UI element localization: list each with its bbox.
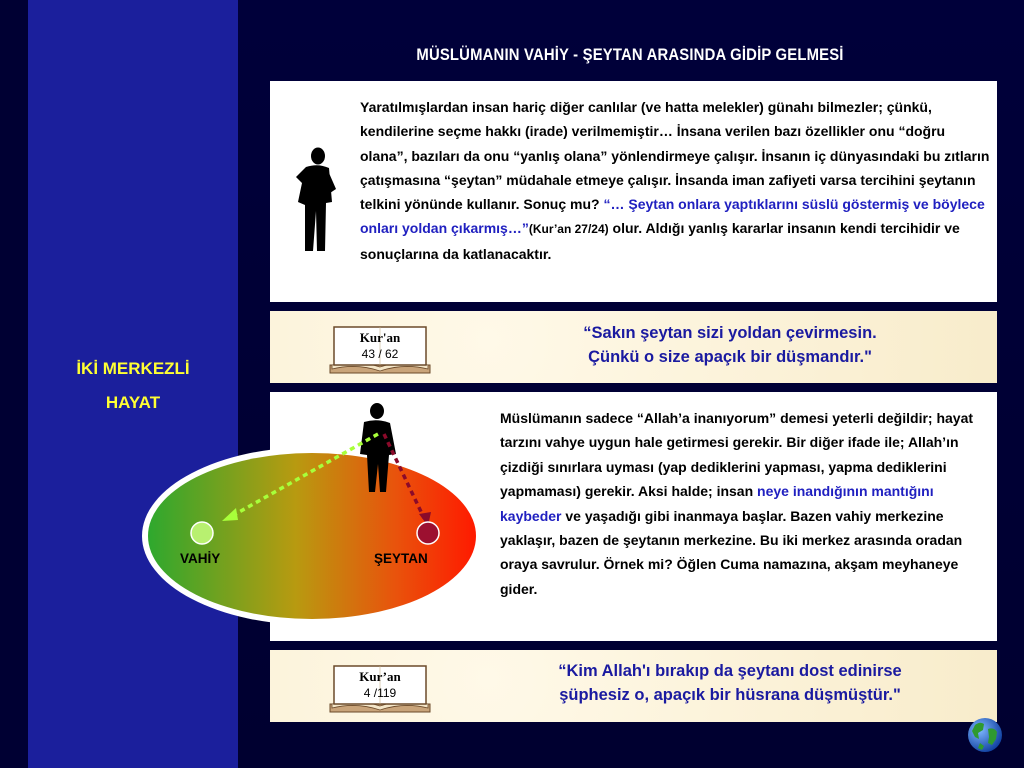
- book-name: Kur'an: [359, 330, 401, 345]
- quote-text-1: [480, 321, 980, 369]
- quote-panel-2: [270, 650, 997, 722]
- quote2-line2: şüphesiz o, apaçık bir hüsrana düşmüştür.": [559, 686, 901, 704]
- two-centers-text-part1: Müslümanın sadece “Allah’a inanıyorum” demesi yeterli değildir; hayat tarzını vahye uygun hale getirmesi gerekir. Bir diğer ifade ile; Allah’ın çizdiği sınırlara uyması (yap dediklerini yapması, yapma dediklerini yapmaması) gerekir. Aksi halde; insan: [500, 410, 974, 500]
- seytan-label: ŞEYTAN: [374, 551, 428, 566]
- book-icon: [328, 664, 432, 714]
- two-centers-highlight: neye inandığının mantığını kaybeder: [500, 483, 934, 524]
- quote-panel-1: [270, 311, 997, 383]
- person-silhouette-icon: [292, 147, 338, 253]
- quote1-line2: Çünkü o size apaçık bir düşmandır.": [588, 348, 872, 366]
- seytan-center: [417, 522, 439, 544]
- intro-panel: [270, 81, 997, 302]
- left-title-line1: İKİ MERKEZLİ: [76, 359, 190, 378]
- vahiy-center: [191, 522, 213, 544]
- diagram-svg: [140, 392, 500, 641]
- book-icon: [328, 325, 432, 375]
- two-centers-diagram: [140, 392, 500, 641]
- globe-icon[interactable]: [966, 715, 1004, 755]
- intro-highlight: “… Şeytan onlara yaptıklarını süslü göstermiş ve böylece onları yoldan çıkarmış…”: [360, 196, 985, 237]
- vahiy-label: VAHİY: [180, 551, 221, 566]
- left-title-line2: HAYAT: [105, 393, 161, 412]
- intro-text-part2: olur. Aldığı yanlış kararlar insanın kendi tercihidir ve sonuçlarına da katlanacaktır.: [360, 220, 960, 262]
- slide-title: MÜSLÜMANIN VAHİY - ŞEYTAN ARASINDA GİDİP GELMESİ: [416, 46, 844, 64]
- book-reference: 4 /119: [363, 686, 397, 700]
- two-centers-text-part2: ve yaşadığı gibi inanmaya başlar. Bazen vahiy merkezine yaklaşır, bazen de şeytanın merkezine. Bu iki merkez arasında oradan oraya savrulur. Örnek mi? Öğlen Cuma namazına, akşam meyhaneye gider.: [500, 507, 963, 597]
- two-centers-text: [500, 406, 990, 601]
- book-name: Kur’an: [359, 669, 401, 684]
- book-reference: 43 / 62: [361, 347, 399, 361]
- intro-text: [360, 95, 990, 266]
- intro-text-part1: Yaratılmışlardan insan hariç diğer canlılar (ve hatta melekler) günahı bilmezler; çünkü, kendilerine seçme hakkı (irade) verilmemiştir… İnsana verilen bazı özellikler onu “doğru olana”, bazıları da onu “yanlış olana” yönlendirmeye çalışır. İnsanın iç dünyasındaki bu zıtların çatışmasına “şeytan” müdahale etmeye çalışır. İnsanda iman zafiyeti varsa tercihini şeytanın telkini yönünde kullanır. Sonuç mu?: [360, 99, 990, 213]
- quote1-line1: “Sakın şeytan sizi yoldan çevirmesin.: [583, 324, 877, 342]
- quote2-line1: “Kim Allah'ı bırakıp da şeytanı dost edinirse: [558, 662, 902, 680]
- quote-text-2: [480, 659, 980, 707]
- intro-citation: (Kur’an 27/24): [528, 222, 609, 237]
